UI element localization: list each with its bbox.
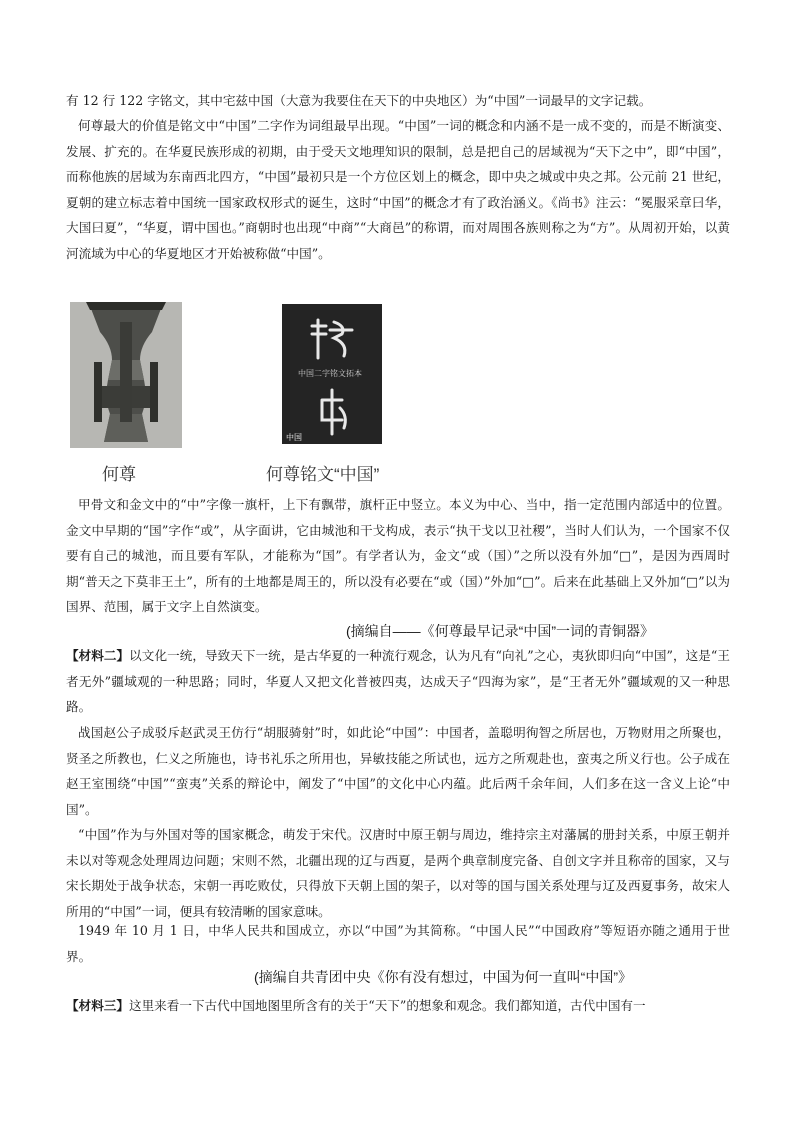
material-three-text: 这里来看一下古代中国地图里所含有的关于“天下”的想象和观念。我们都知道，古代中国有一 — [128, 998, 646, 1013]
material-two-label: 【材料二】 — [66, 648, 130, 663]
he-zun-vessel-image — [70, 302, 182, 448]
inscription-rubbing-image — [282, 304, 382, 444]
paragraph-material-three — [66, 993, 730, 1019]
paragraph-1949: 1949 年 10 月 1 日，中华人民共和国成立，亦以“中国”为其简称。“中国人民”“中国政府”等短语亦随之通用于世界。 — [66, 923, 730, 964]
inscription-caption: 何尊铭文“中国” — [266, 465, 380, 484]
paragraph-gongzi-cheng: 战国赵公子成驳斥赵武灵王仿行“胡服骑射”时，如此论“中国”：中国者，盖聪明徇智之所居也，万物财用之所聚也，贤圣之所教也，仁义之所施也，诗书礼乐之所用也，异敏技能之所试也，远方之所观赴也，蛮夷之所义行也。公子成在赵王室围绕“中国”“蛮夷”关系的辩论中，阐发了“中国”的文化中心内蕴。此后两千余年间，人们多在这一含义上论“中国”。 — [66, 725, 730, 817]
paragraph-song-dynasty: “中国”作为与外国对等的国家概念，萌发于宋代。汉唐时中原王朝与周边，维持宗主对藩属的册封关系，中原王朝并未以对等观念处理周边问题；宋则不然，北疆出现的辽与西夏，是两个典章制度完备、自创文字并且称帝的国家，又与宋长期处于战争状态，宋朝一再吃败仗，只得放下天朝上国的架子，以对等的国与国关系处理与辽及西夏事务，故宋人所用的“中国”一词，便具有较清晰的国家意味。 — [66, 827, 730, 919]
paragraph-he-zun-value: 何尊最大的价值是铭文中“中国”二字作为词组最早出现。“中国”一词的概念和内涵不是一成不变的，而是不断演变、发展、扩充的。在华夏民族形成的初期，由于受天文地理知识的限制，总是把自己的居域视为“天下之中”，即“中国”，而称他族的居域为东南西北四方，“中国”最初只是一个方位区划上的概念，即中央之城或中央之邦。公元前 21 世纪，夏朝的建立标志着中国统一国家政权形式的诞生，这时“中国”的概念才有了政治涵义。《尚书》注云：“冕服采章曰华，大国曰夏”，“华夏，谓中国也。”商朝时也出现“中商”“大商邑”的称谓，而对周围各族则称之为“方”。从周初开始，以黄河流域为中心的华夏地区才开始被称做“中国”。 — [66, 118, 730, 261]
paragraph-material-two — [66, 643, 730, 720]
paragraph-zhong-guo-characters: 甲骨文和金文中的“中”字像一旗杆，上下有飘带，旗杆正中竖立。本义为中心、当中，指一定范围内部适中的位置。金文中早期的“国”字作“或”，从字面讲，它由城池和干戈构成，表示“执干戈以卫社稷”，当时人们认为，一个国家不仅要有自己的城池，而且要有军队，才能称为“国”。有学者认为，金文“或（国）”之所以没有外加“□”，是因为西周时期“普天之下莫非王土”，所有的土地都是周王的，所以没有必要在“或（国）”外加“□”。后来在此基础上又外加“□”以为国界、范围，属于文字上自然演变。 — [66, 497, 730, 614]
source-citation-1: (摘编自——《何尊最早记录“中国”一词的青铜器》 — [346, 623, 654, 639]
paragraph-intro-end: 有 12 行 122 字铭文，其中宅兹中国（大意为我要住在天下的中央地区）为“中国”一词最早的文字记载。 — [66, 93, 652, 108]
material-three-label: 【材料三】 — [66, 998, 129, 1013]
inscription-corner-text: 中国 — [286, 433, 302, 442]
inscription-small-text: 中国二字铭文拓本 — [298, 369, 362, 378]
source-citation-2: (摘编自共青团中央《你有没有想过，中国为何一直叫“中国”》 — [254, 969, 632, 985]
he-zun-caption: 何尊 — [102, 465, 136, 484]
material-two-text: 以文化一统，导致天下一统，是古华夏的一种流行观念，认为凡有“向礼”之心，夷狄即归向“中国”，这是“王者无外”疆域观的一种思路；同时，华夏人又把文化普被四夷，达成天子“四海为家”，是“王者无外”疆域观的又一种思路。 — [66, 648, 730, 714]
figure-area — [66, 296, 466, 488]
